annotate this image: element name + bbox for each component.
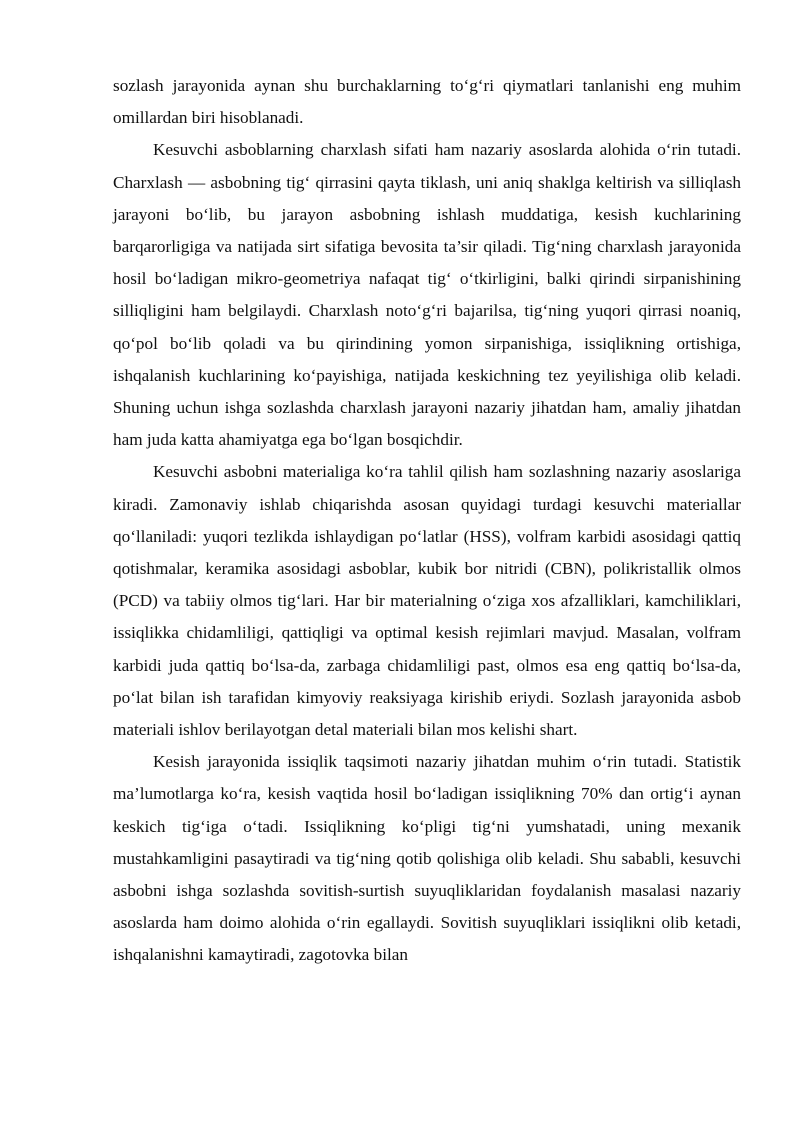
paragraph-sharpening: Kesuvchi asboblarning charxlash sifati ham nazariy asoslarda alohida o‘rin tutadi. Charxlash — asbobning tig‘ qirrasini qayta tiklash, uni aniq shaklga keltirish va silliqlash jarayoni bo‘lib, bu jarayon asbobning ishlash muddatiga, kesish kuchlarining barqarorligiga va natijada sirt sifatiga bevosita ta’sir qiladi. Tig‘ning charxlash jarayonida hosil bo‘ladigan mikro-geometriya nafaqat tig‘ o‘tkirligini, balki qirindi sirpanishining silliqligini ham belgilaydi. Charxlash noto‘g‘ri bajarilsa, tig‘ning yuqori qirrasi noaniq, qo‘pol bo‘lib qoladi va bu qirindining yomon sirpanishiga, issiqlikning ortishiga, ishqalanish kuchlarining ko‘payishiga, natijada keskichning tez yeyilishiga olib keladi. Shuning uchun ishga sozlashda charxlash jarayoni nazariy jihatdan ham, amaliy jihatdan ham juda katta ahamiyatga ega bo‘lgan bosqichdir.	[113, 140, 741, 450]
document-page	[113, 70, 741, 972]
paragraph-heat-distribution: Kesish jarayonida issiqlik taqsimoti nazariy jihatdan muhim o‘rin tutadi. Statistik ma’lumotlarga ko‘ra, kesish vaqtida hosil bo‘ladigan issiqlikning 70% dan ortig‘i aynan keskich tig‘iga o‘tadi. Issiqlikning ko‘pligi tig‘ni yumshatadi, uning mexanik mustahkamligini pasaytiradi va tig‘ning qotib qolishiga olib keladi. Shu sababli, kesuvchi asbobni ishga sozlashda sovitish-surtish suyuqliklaridan foydalanish masalasi nazariy asoslarda ham doimo alohida o‘rin egallaydi. Sovitish suyuqliklari issiqlikni olib ketadi, ishqalanishni kamaytiradi, zagotovka bilan	[113, 752, 741, 965]
paragraph-tool-materials: Kesuvchi asbobni materialiga ko‘ra tahlil qilish ham sozlashning nazariy asoslariga kiradi. Zamonaviy ishlab chiqarishda asosan quyidagi turdagi kesuvchi materiallar qo‘llaniladi: yuqori tezlikda ishlaydigan po‘latlar (HSS), volfram karbidi asosidagi qattiq qotishmalar, keramika asosidagi asboblar, kubik bor nitridi (CBN), polikristallik olmos (PCD) va tabiiy olmos tig‘lari. Har bir materialning o‘ziga xos afzalliklari, kamchiliklari, issiqlikka chidamliligi, qattiqligi va optimal kesish rejimlari mavjud. Masalan, volfram karbidi juda qattiq bo‘lsa-da, zarbaga chidamliligi past, olmos esa eng qattiq bo‘lsa-da, po‘lat bilan ish tarafidan kimyoviy reaksiyaga kirishib eriydi. Sozlash jarayonida asbob materiali ishlov berilayotgan detal materiali bilan mos kelishi shart.	[113, 462, 741, 740]
paragraph-continuation: sozlash jarayonida aynan shu burchaklarning to‘g‘ri qiymatlari tanlanishi eng muhim omillardan biri hisoblanadi.	[113, 76, 741, 128]
